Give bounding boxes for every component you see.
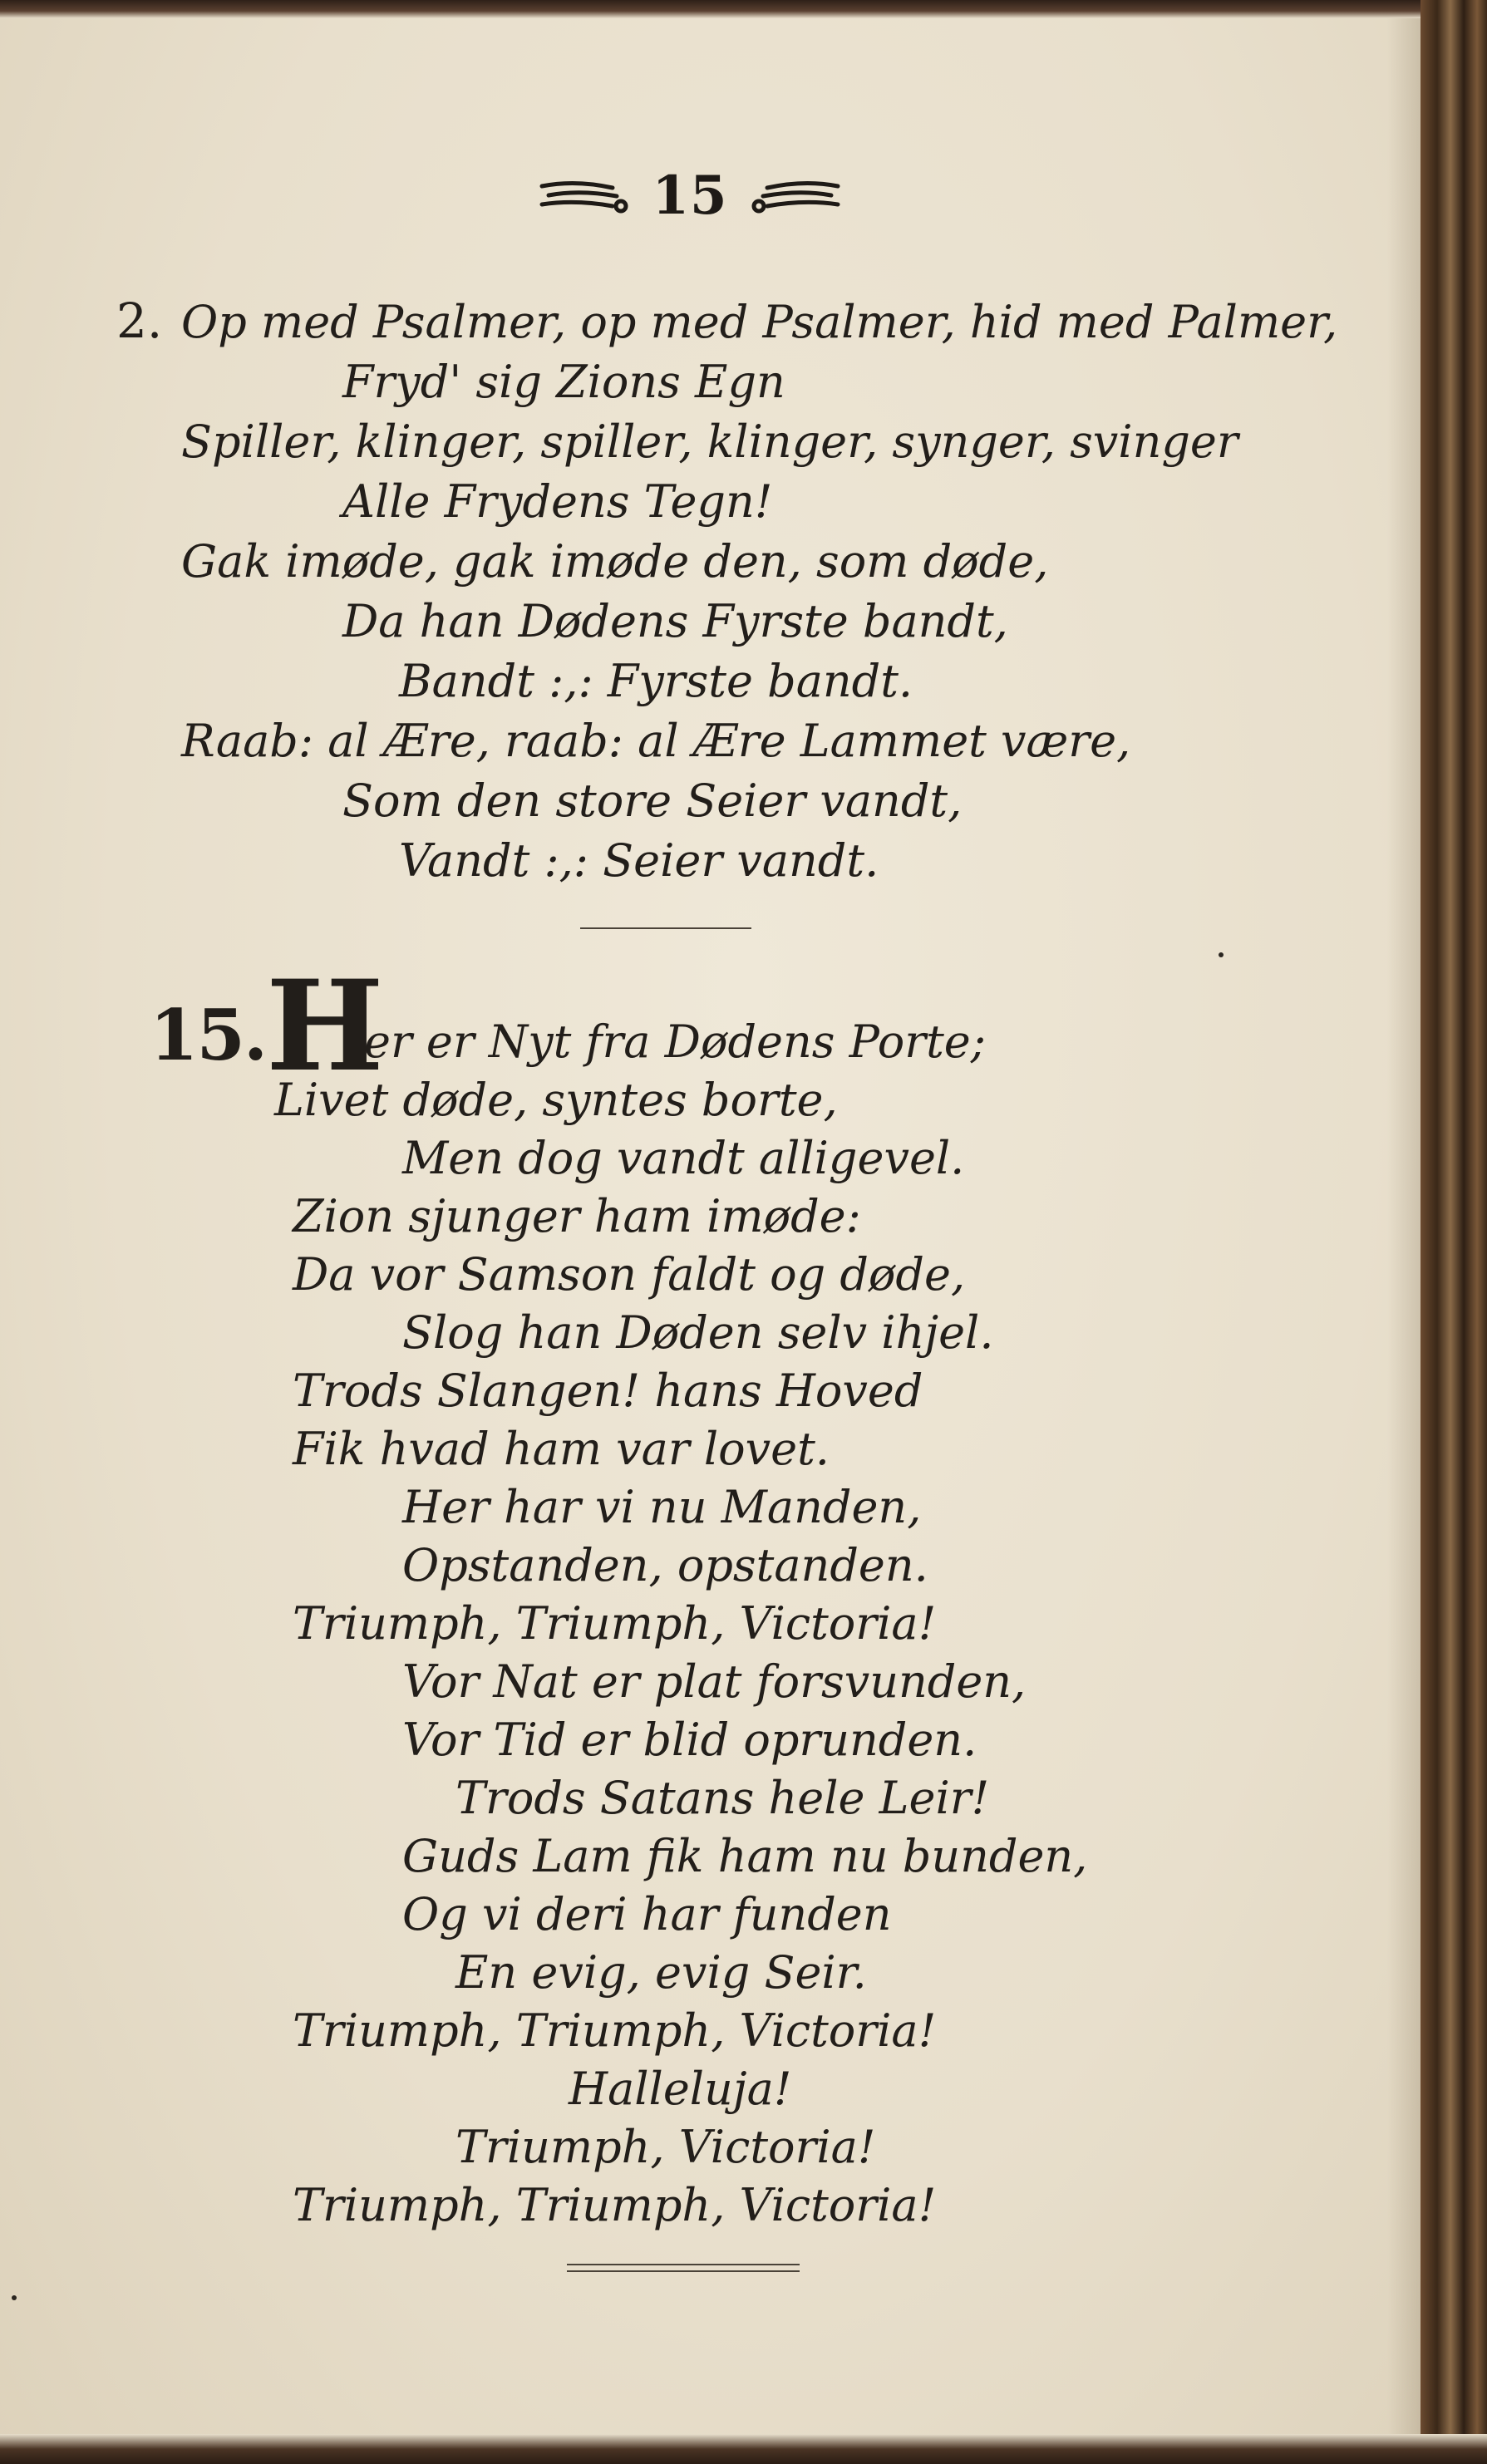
verse-line: Raab: al Ære, raab: al Ære Lammet være, [181, 715, 1131, 767]
hymn-line: Men dog vandt alligevel. [402, 1132, 965, 1184]
hymn-line: er er Nyt fra Dødens Porte; [364, 1016, 986, 1068]
hymn-line: Trods Slangen! hans Hoved [293, 1365, 923, 1417]
verse-number: 2. [116, 293, 163, 349]
verse-line: Som den store Seier vandt, [342, 775, 963, 827]
verse-line: Vandt :,: Seier vandt. [399, 834, 879, 887]
hymn-line: Triumph, Triumph, Victoria! [293, 2179, 937, 2231]
verse-line: Fryd' sig Zions Egn [342, 356, 785, 408]
ink-speck [12, 2295, 17, 2300]
verse-line: Alle Frydens Tegn! [342, 475, 773, 528]
hymn-line: Livet døde, syntes borte, [274, 1074, 838, 1126]
hymn-line: Zion sjunger ham imøde: [293, 1190, 861, 1242]
hymn-line: Her har vi nu Manden, [402, 1481, 922, 1533]
hymn-line: Da vor Samson faldt og døde, [293, 1248, 966, 1301]
hymn-line: Slog han Døden selv ihjel. [402, 1306, 994, 1359]
section-divider [580, 927, 751, 929]
verse-line: Gak imøde, gak imøde den, som døde, [181, 535, 1049, 588]
hymn-line: Guds Lam fik ham nu bunden, [402, 1830, 1088, 1882]
hymn-line: Og vi deri har funden [402, 1888, 892, 1940]
hymn-line: Triumph, Triumph, Victoria! [293, 1597, 937, 1650]
hymn-line: Vor Tid er blid oprunden. [402, 1714, 977, 1766]
verse-line: Da han Dødens Fyrste bandt, [342, 595, 1008, 647]
verse-line: Bandt :,: Fyrste bandt. [399, 655, 913, 707]
hymn-line: Halleluja! [569, 2063, 792, 2115]
page-number: 15 [652, 164, 728, 227]
hymn-number: 15. [150, 994, 267, 1076]
hymn-line: Vor Nat er plat forsvunden, [402, 1655, 1027, 1708]
hymn-line: Triumph, Victoria! [455, 2121, 876, 2173]
hymn-line: Opstanden, opstanden. [402, 1539, 928, 1591]
drop-cap: H [266, 953, 384, 1099]
ink-speck [1219, 952, 1224, 957]
hymn-line: En evig, evig Seir. [455, 1946, 867, 1999]
hymn-line: Triumph, Triumph, Victoria! [293, 2004, 937, 2057]
verse-line: Spiller, klinger, spiller, klinger, synger, svinger [181, 416, 1238, 468]
hymn-line: Fik hvad ham var lovet. [293, 1423, 830, 1475]
verse-line: Op med Psalmer, op med Psalmer, hid med Palmer, [181, 296, 1338, 348]
end-divider [567, 2264, 800, 2272]
hymn-line: Trods Satans hele Leir! [455, 1772, 990, 1824]
